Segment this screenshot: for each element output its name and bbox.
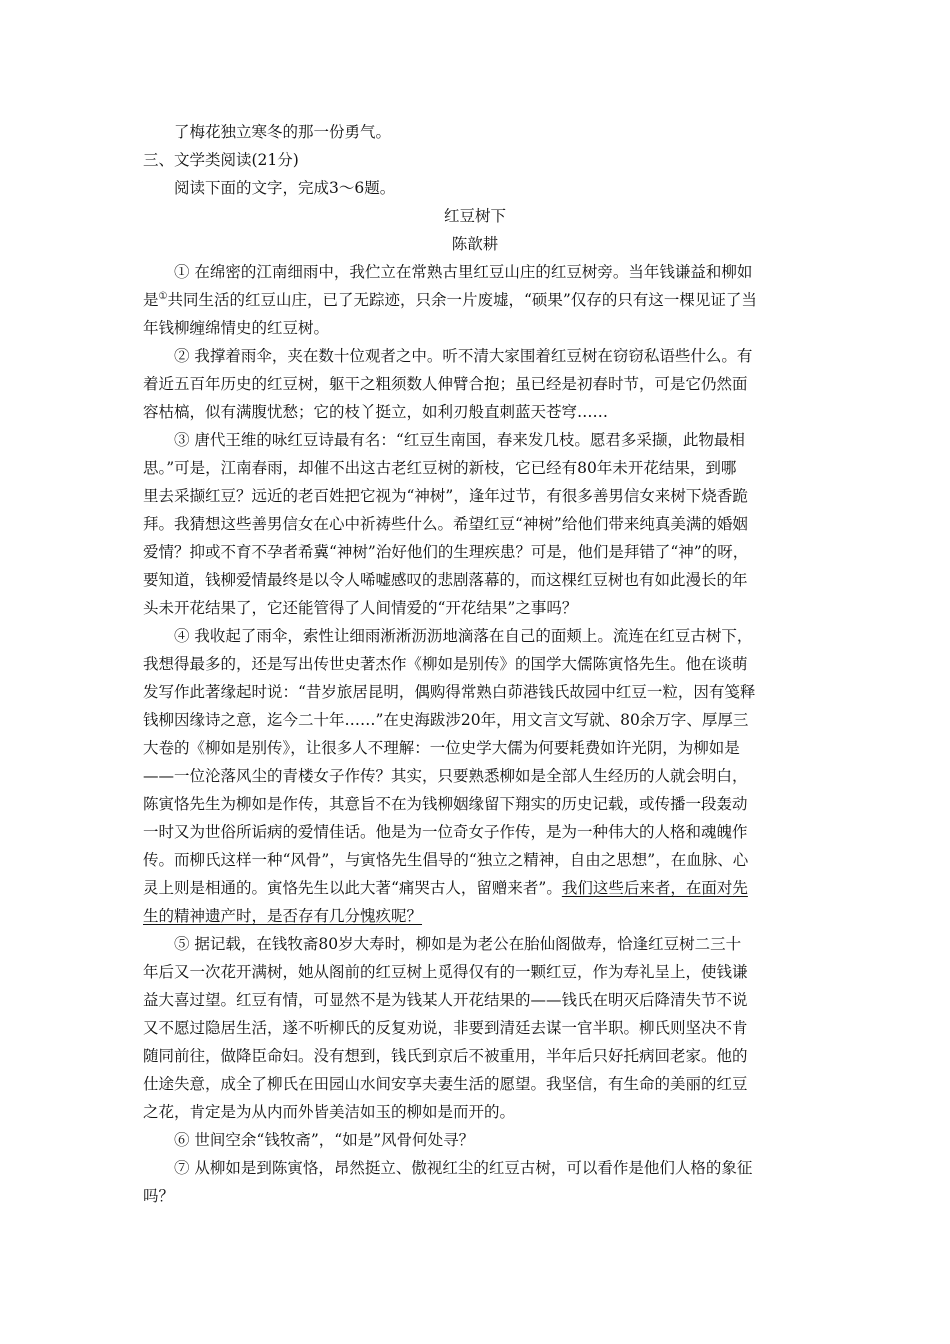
paragraph-line: 容枯槁，似有满腹忧愁；它的枝丫挺立，如利刃般直刺蓝天苍穹…… bbox=[143, 403, 609, 421]
article-title bbox=[143, 202, 807, 230]
paragraph-line: 我想得最多的，还是写出传世史著杰作《柳如是别传》的国学大儒陈寅恪先生。他在谈萌 bbox=[143, 655, 748, 673]
paragraph-text: 是 bbox=[143, 291, 159, 309]
paragraph-line: 头未开花结果了，它还能管得了人间情爱的“开花结果”之事吗？ bbox=[143, 599, 578, 617]
paragraph-line: 里去采撷红豆？远近的老百姓把它视为“神树”，逢年过节，有很多善男信女来树下烧香跪 bbox=[143, 487, 748, 505]
paragraph-line: ⑦ 从柳如是到陈寅恪，昂然挺立、傲视红尘的红豆古树，可以看作是他们人格的象征 bbox=[174, 1159, 753, 1177]
paragraph-line: 发写作此著缘起时说：“昔岁旅居昆明，偶购得常熟白茆港钱氏故园中红豆一粒，因有笺释 bbox=[143, 683, 756, 701]
paragraph-line: ——一位沦落风尘的青楼女子作传？其实，只要熟悉柳如是全部人生经历的人就会明白， bbox=[143, 767, 748, 785]
paragraph-line: 年后又一次花开满树，她从阁前的红豆树上觅得仅有的一颗红豆，作为寿礼呈上，使钱谦 bbox=[143, 963, 748, 981]
paragraph-line: 随同前往，做降臣命妇。没有想到，钱氏到京后不被重用，半年后只好托病回老家。他的 bbox=[143, 1047, 748, 1065]
paragraph-6 bbox=[143, 1126, 807, 1154]
paragraph-line: 传。而柳氏这样一种“风骨”，与寅恪先生倡导的“独立之精神，自由之思想”，在血脉、心 bbox=[143, 851, 749, 869]
paragraph-1 bbox=[143, 258, 807, 342]
paragraph-4 bbox=[143, 622, 807, 930]
paragraph-line: 益大喜过望。红豆有情，可显然不是为钱某人开花结果的——钱氏在明灭后降清失节不说 bbox=[143, 991, 748, 1009]
underlined-sentence: 生的精神遗产时，是否存有几分愧疚呢？ bbox=[143, 907, 423, 925]
instruction bbox=[143, 174, 807, 202]
paragraph-text: 灵上则是相通的。寅恪先生以此大著“痛哭古人，留赠来者”。 bbox=[143, 879, 562, 897]
paragraph-line: 大卷的《柳如是别传》，让很多人不理解：一位史学大儒为何要耗费如许光阴，为柳如是 bbox=[143, 739, 740, 757]
paragraph-line: ① 在绵密的江南细雨中，我伫立在常熟古里红豆山庄的红豆树旁。当年钱谦益和柳如 bbox=[174, 263, 753, 281]
paragraph-line: 思。”可是，江南春雨，却催不出这古老红豆树的新枝，它已经有80年未开花结果，到哪 bbox=[143, 459, 737, 477]
paragraph-line: ⑤ 据记载，在钱牧斋80岁大寿时，柳如是为老公在胎仙阁做寿，恰逢红豆树二三十 bbox=[174, 935, 742, 953]
paragraph-line: ⑥ 世间空余“钱牧斋”，“如是”风骨何处寻？ bbox=[174, 1131, 475, 1149]
paragraph-2 bbox=[143, 342, 807, 426]
paragraph-line: ② 我撑着雨伞，夹在数十位观者之中。听不清大家围着红豆树在窃窃私语些什么。有 bbox=[174, 347, 753, 365]
paragraph-line: 吗？ bbox=[143, 1187, 175, 1205]
paragraph-line: 又不愿过隐居生活，遂不听柳氏的反复劝说，非要到清廷去谋一官半职。柳氏则坚决不肯 bbox=[143, 1019, 748, 1037]
footnote-marker: ① bbox=[158, 290, 168, 302]
paragraph-line: 要知道，钱柳爱情最终是以令人唏嘘感叹的悲剧落幕的，而这棵红豆树也有如此漫长的年 bbox=[143, 571, 748, 589]
paragraph-line: 钱柳因缘诗之意，迄今二十年……”在史海跋涉20年，用文言文写就、80余万字、厚厚三 bbox=[143, 711, 749, 729]
paragraph-line bbox=[143, 874, 807, 902]
paragraph-line: 一时又为世俗所诟病的爱情佳话。他是为一位奇女子作传，是为一种伟大的人格和魂魄作 bbox=[143, 823, 748, 841]
paragraph-line: 年钱柳缠绵情史的红豆树。 bbox=[143, 319, 330, 337]
paragraph-line: 着近五百年历史的红豆树，躯干之粗须数人伸臂合抱；虽已经是初春时节，可是它仍然面 bbox=[143, 375, 748, 393]
paragraph-line: 爱情？抑或不育不孕者希冀“神树”治好他们的生理疾患？可是，他们是拜错了“神”的呀， bbox=[143, 543, 749, 561]
article-author-text: 陈歆耕 bbox=[451, 235, 499, 253]
paragraph-line: 仕途失意，成全了柳氏在田园山水间安享夫妻生活的愿望。我坚信，有生命的美丽的红豆 bbox=[143, 1075, 748, 1093]
paragraph-line: ④ 我收起了雨伞，索性让细雨淅淅沥沥地滴落在自己的面颊上。流连在红豆古树下， bbox=[174, 627, 753, 645]
instruction-text: 阅读下面的文字，完成3～6题。 bbox=[174, 179, 396, 197]
paragraph-line: ③ 唐代王维的咏红豆诗最有名：“红豆生南国，春来发几枝。愿君多采撷，此物最相 bbox=[174, 431, 745, 449]
paragraph-line: 之花，肯定是为从内而外皆美洁如玉的柳如是而开的。 bbox=[143, 1103, 516, 1121]
underlined-sentence: 我们这些后来者，在面对先 bbox=[561, 879, 748, 897]
paragraph-3 bbox=[143, 426, 807, 622]
article-author bbox=[143, 230, 807, 258]
section-heading bbox=[143, 146, 807, 174]
intro-text: 了梅花独立寒冬的那一份勇气。 bbox=[174, 123, 392, 141]
article-title-text: 红豆树下 bbox=[443, 207, 506, 225]
paragraph-7 bbox=[143, 1154, 807, 1210]
intro-line bbox=[143, 118, 807, 146]
paragraph-line bbox=[143, 902, 807, 930]
paragraph-line: 陈寅恪先生为柳如是作传，其意旨不在为钱柳姻缘留下翔实的历史记载，或传播一段轰动 bbox=[143, 795, 748, 813]
paragraph-line: 拜。我猜想这些善男信女在心中祈祷些什么。希望红豆“神树”给他们带来纯真美满的婚姻 bbox=[143, 515, 748, 533]
paragraph-text: 共同生活的红豆山庄，已了无踪迹，只余一片废墟，“硕果”仅存的只有这一棵见证了当 bbox=[167, 291, 757, 309]
paragraph-5 bbox=[143, 930, 807, 1126]
section-heading-text: 三、文学类阅读(21分) bbox=[143, 151, 299, 169]
paragraph-line bbox=[143, 286, 807, 314]
